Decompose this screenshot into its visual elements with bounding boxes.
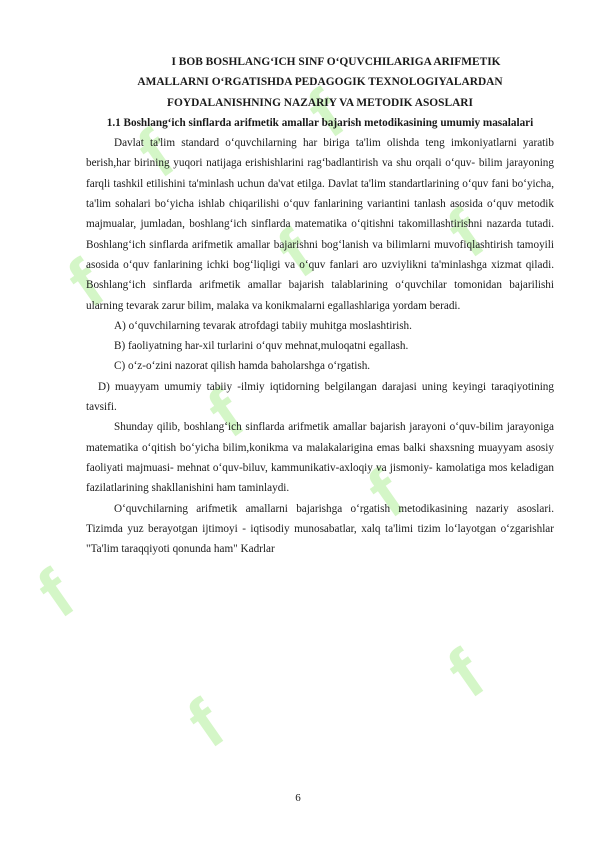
list-item-a: A) o‘quvchilarning tevarak atrofdagi tabiiy muhitga moslashtirish.: [114, 319, 412, 332]
svg-text:f: f: [23, 555, 88, 633]
paragraph-1: Davlat ta'lim standard o‘quvchilarning har biriga ta'lim olishda teng imkoniyatlarni yaratib berish,har birining yuqori natijaga erishishlarini rag‘badlantirish va shu orqali o‘quv- bilim jarayoning farqli tashkil etilishini ta'minlash uchun da'vat etilga. Davlat ta'lim standartlarining o‘quv fani bo‘yicha, ta'lim sohalari bo‘yicha ishlab chiqarilishi o‘quv fanlarining variantini tanlash asosida o‘quv metodik majmualar, jumladan, boshlang‘ich sinflarda matematika o‘qitishni takomillashtirishni nazarda tutadi. Boshlang‘ich sinflarda arifmetik amallar bajarishni bog‘lanish va bilimlarni muvofiqlashtirish tamoyili asosida o‘quv fanlarining ichki bog‘liqligi va o‘quv fanlari aro uzviylikni ta'minlashga xizmat qiladi. Boshlang‘ich sinflarda arifmetik amallar bajarish talablarining o‘quvchilar tomonidan bajarilishi ularning tevarak zarur bilim, malaka va konikmalarni egallashlariga yordam beradi.: [86, 137, 554, 312]
list-item-d: D) muayyam umumiy tabiiy -ilmiy iqtidorning belgilangan darajasi uning keyingi taraqiyotining tavsifi.: [86, 380, 554, 414]
chapter-title: [86, 52, 554, 113]
list-item-b: B) faoliyatning har-xil turlarini o‘quv mehnat,muloqatni egallash.: [114, 340, 409, 353]
page-number: 6: [295, 792, 301, 804]
list-item-c: C) o‘z-o‘zini nazorat qilish hamda baholarshga o‘rgatish.: [114, 360, 371, 373]
svg-text:f: f: [433, 635, 498, 713]
paragraph-3: O‘quvchilarning arifmetik amallarni bajarishga o‘rgatish metodikasining nazariy asoslari. Tizimda yuz berayotgan ijtimoyi - iqtisodiy munosabatlar, xalq ta'limi tizim lo‘layotgan o‘zgarishlar "Ta'lim taraqqiyoti qonunda ham" Kadrlar: [86, 502, 554, 556]
paragraph-2: Shunday qilib, boshlang‘ich sinflarda arifmetik amallar bajarish jarayoni o‘quv-bilim jarayoniga matematika o‘qitish bo‘yicha bilim,konikma va malakalarigina emas balki shaxsning muayyam asosiy faoliyati majmuasi- mehnat o‘quv-biluv, kammunikativ-axloqiy va jismoniy- kamolatiga mos keladigan fazilatlarining shakllanishini ham taminlaydi.: [86, 421, 554, 495]
section-title: 1.1 Boshlang‘ich sinflarda arifmetik amallar bajarish metodikasining umumiy masalalari: [106, 116, 534, 129]
svg-text:f: f: [433, 195, 498, 273]
chapter-title-line1: I BOB BOSHLANG‘ICH SINF O‘QUVCHILARIGA ARIFMETIK: [171, 56, 501, 68]
chapter-title-line3: FOYDALANISHNING NAZARIY VA METODIK ASOSLARI: [167, 96, 473, 109]
svg-text:f: f: [193, 375, 258, 453]
svg-text:f: f: [123, 115, 188, 193]
svg-text:f: f: [53, 245, 118, 323]
svg-text:f: f: [263, 215, 328, 293]
svg-text:f: f: [173, 685, 238, 763]
chapter-title-line2: AMALLARNI O‘RGATISHDA PEDAGOGIK TEXNOLOGIYALARDAN: [137, 76, 503, 89]
document-page: [86, 52, 554, 559]
svg-text:f: f: [293, 75, 358, 153]
svg-text:f: f: [353, 455, 418, 533]
